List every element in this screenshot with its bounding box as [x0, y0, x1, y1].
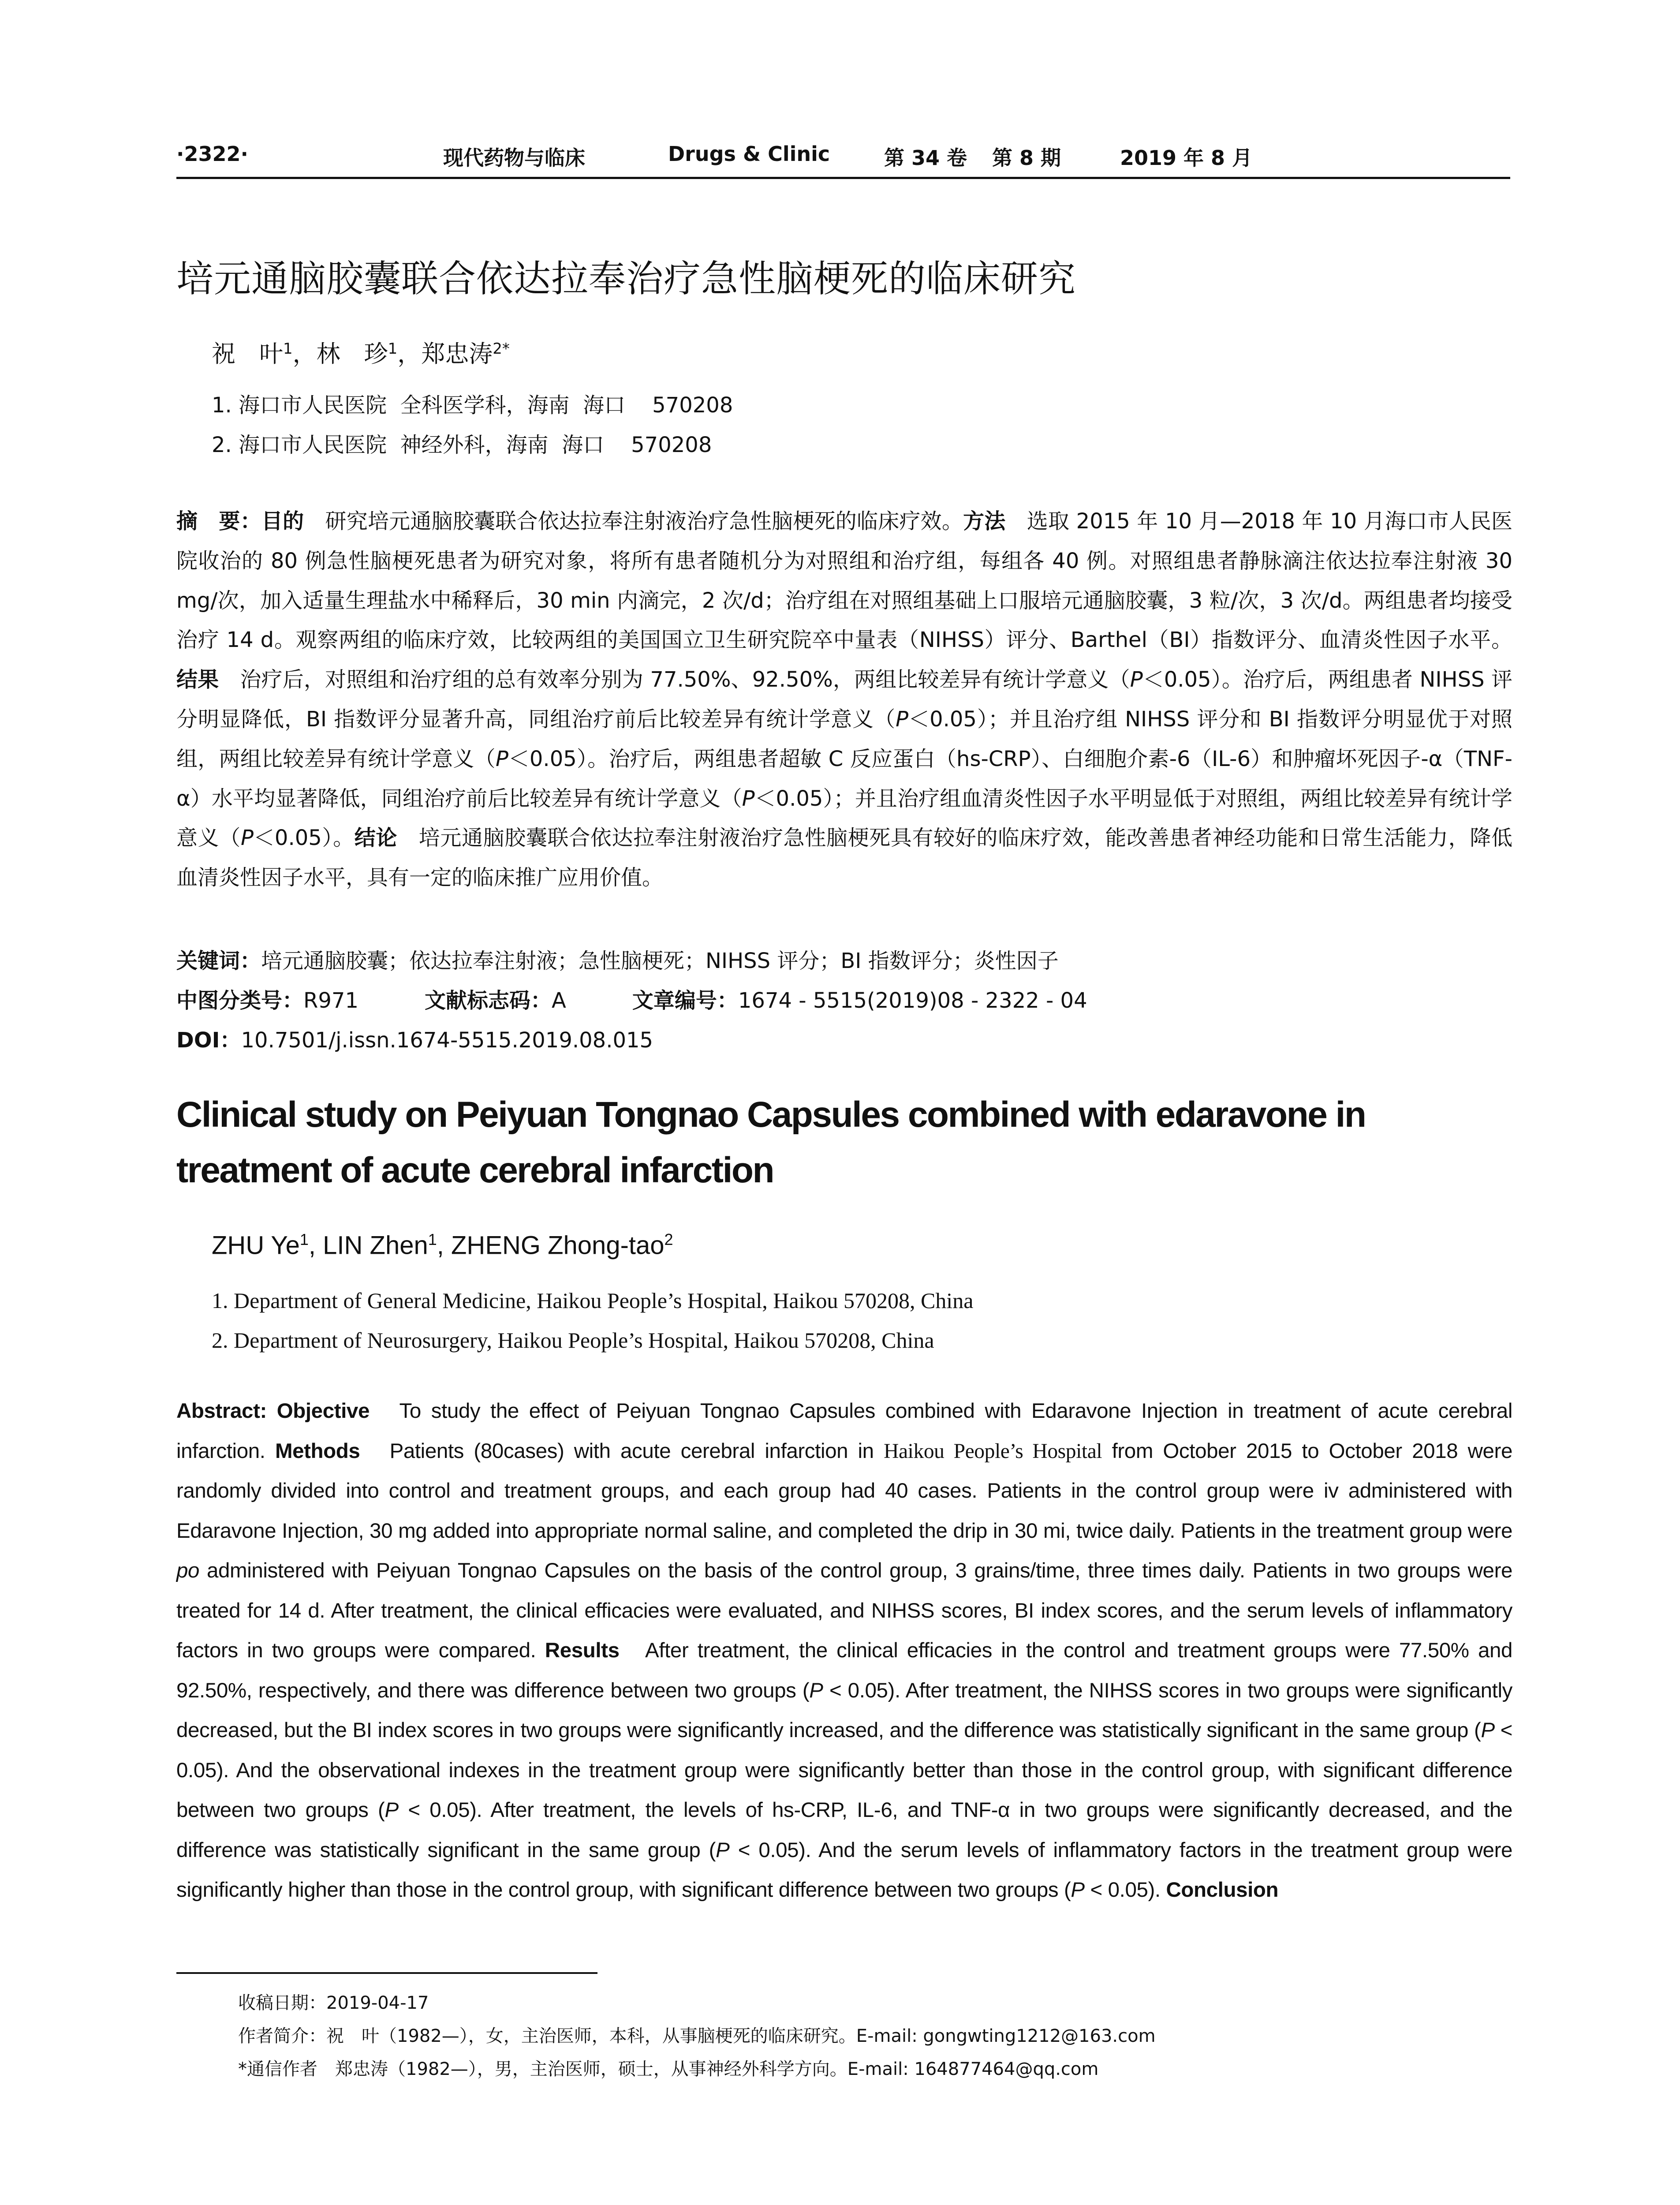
cn-results-text: ＜0.05）；并且治疗组 NIHSS 评分和 BI 指数评分明显优于对照组，两组比较差异有统计学意义（ — [176, 706, 1512, 771]
clc-label: 中图分类号： — [176, 988, 304, 1013]
doc-code-label: 文献标志码： — [424, 988, 552, 1013]
cn-abstract — [176, 502, 1512, 898]
journal-issue: 第 8 期 — [992, 146, 1061, 170]
p-value-symbol: P — [1130, 667, 1143, 692]
p-value-symbol: P — [809, 1678, 823, 1702]
en-author-affil-mark: 1 — [428, 1230, 437, 1248]
journal-name-cn: 现代药物与临床 — [443, 146, 585, 170]
footnote-rule — [176, 1972, 597, 1974]
en-methods-text: Patients (80cases) with acute cerebral infarction in — [360, 1439, 884, 1463]
en-affiliation: 1. Department of General Medicine, Haikou People’s Hospital, Haikou 570208, China — [212, 1288, 974, 1313]
doi-line — [176, 1023, 653, 1054]
header-rule — [176, 177, 1510, 179]
en-conclusion-label: Conclusion — [1166, 1878, 1279, 1902]
cn-classification-line — [176, 983, 1087, 1014]
doc-code-value: A — [552, 988, 566, 1013]
en-author-name: ZHU Ye — [212, 1231, 300, 1260]
cn-results-label: 结果 — [176, 667, 219, 692]
p-value-symbol: P — [716, 1838, 730, 1862]
cn-author-separator: ， — [397, 340, 422, 368]
cn-keywords — [176, 944, 1059, 974]
received-date: 收稿日期：2019-04-17 — [238, 1993, 429, 2013]
page-number: ·2322· — [176, 142, 248, 166]
cn-results-text: 治疗后，对照组和治疗组的总有效率分别为 77.50%、92.50%，两组比较差异有统计学意义（ — [219, 667, 1130, 692]
en-results-label: Results — [545, 1639, 620, 1662]
en-affiliation: 2. Department of Neurosurgery, Haikou People’s Hospital, Haikou 570208, China — [212, 1328, 934, 1353]
cn-objective-label: 目的 — [261, 509, 304, 534]
article-no-value: 1674 - 5515(2019)08 - 2322 - 04 — [738, 988, 1087, 1013]
cn-author-list — [212, 335, 510, 369]
cn-affiliation: 2. 海口市人民医院 神经外科，海南 海口 570208 — [212, 433, 712, 457]
en-objective-label: Objective — [276, 1399, 370, 1423]
en-article-title: Clinical study on Peiyuan Tongnao Capsules combined with edaravone in treatment of acute cerebral infarction — [176, 1095, 1366, 1190]
p-value-symbol: P — [896, 706, 909, 732]
cn-results-text: ＜0.05）；并且治疗组血清炎性因子水平明显低于对照组，两组比较差异有统计学意义（ — [176, 786, 1512, 851]
en-results-text: < 0.05). And the observational indexes in the treatment group were significantly better than those in the control group, with significant difference between two groups ( — [176, 1719, 1513, 1822]
cn-keywords-label: 关键词： — [176, 949, 261, 973]
cn-conclusion-label: 结论 — [354, 826, 398, 851]
cn-conclusion-text: 培元通脑胶囊联合依达拉奉注射液治疗急性脑梗死具有较好的临床疗效，能改善患者神经功能和日常生活能力，降低血清炎性因子水平，具有一定的临床推广应用价值。 — [176, 826, 1512, 890]
en-results-text: After treatment, the clinical efficacies in the control and treatment groups were 77.50% and 92.50%, respectively, and there was difference between two groups ( — [176, 1639, 1518, 1702]
en-methods-text: from October 2015 to October 2018 were randomly divided into control and treatment groups, and each group had 40 cases. Patients in the control group were iv administered with Edaravone Injection, 30 mg added into appropriate normal saline, and completed the drip in 30 mi, twice daily. Patients in the treatment group were — [176, 1439, 1512, 1543]
cn-affiliation: 1. 海口市人民医院 全科医学科，海南 海口 570208 — [212, 393, 733, 418]
en-author-name: ZHENG Zhong-tao — [451, 1231, 665, 1260]
en-results-text: < 0.05). And the serum levels of inflammatory factors in the treatment group were significantly higher than those in the control group, with significant difference between two groups ( — [176, 1838, 1513, 1902]
en-author-separator: , — [308, 1231, 323, 1260]
p-value-symbol: P — [495, 746, 508, 771]
doi-value: 10.7501/j.issn.1674-5515.2019.08.015 — [241, 1028, 653, 1053]
en-hospital-name: Haikou People’s Hospital — [884, 1439, 1102, 1463]
en-objective-text: To study the effect of Peiyuan Tongnao Capsules combined with Edaravone Injection in treatment of acute cerebral infarction. — [176, 1399, 1518, 1463]
journal-date: 2019 年 8 月 — [1120, 146, 1253, 170]
en-author-separator: , — [437, 1231, 451, 1260]
author-bio: 作者简介：祝 叶（1982—），女，主治医师，本科，从事脑梗死的临床研究。E-mail: gongwting1212@163.com — [238, 2026, 1156, 2046]
en-methods-label: Methods — [275, 1439, 360, 1463]
cn-objective-text: 研究培元通脑胶囊联合依达拉奉注射液治疗急性脑梗死的临床疗效。 — [304, 509, 963, 534]
journal-volume: 第 34 卷 — [884, 146, 967, 170]
cn-abstract-label: 摘 要： — [176, 509, 261, 534]
cn-methods-label: 方法 — [963, 509, 1006, 534]
p-value-symbol: P — [1481, 1719, 1495, 1742]
cn-author-affil-mark: 1 — [388, 340, 398, 358]
en-abstract — [176, 1391, 1518, 1910]
cn-author-separator: ， — [292, 340, 317, 368]
en-methods-text: administered with Peiyuan Tongnao Capsules on the basis of the control group, 3 grains/time, three times daily. Patients in two groups were treated for 14 d. After treatment, the clinical efficacies were evaluated, and NIHSS scores, BI index scores, and the serum levels of inflammatory factors in two groups were compared. — [176, 1559, 1512, 1662]
cn-article-title: 培元通脑胶囊联合依达拉奉治疗急性脑梗死的临床研究 — [176, 257, 1076, 300]
cn-author-name: 林 珍 — [316, 340, 388, 368]
cn-keywords-text: 培元通脑胶囊；依达拉奉注射液；急性脑梗死；NIHSS 评分；BI 指数评分；炎性因子 — [261, 949, 1059, 973]
journal-name-en: Drugs & Clinic — [668, 142, 830, 166]
cn-results-text: ＜0.05）。 — [253, 826, 355, 851]
cn-author-affil-mark: 2* — [493, 340, 510, 358]
doi-label: DOI： — [176, 1028, 241, 1053]
en-results-text: < 0.05). After treatment, the NIHSS scores in two groups were significantly decreased, but the BI index scores in two groups were significantly increased, and the difference was statistically significant in the same group ( — [176, 1678, 1512, 1742]
corresponding-author: *通信作者 郑忠涛（1982—），男，主治医师，硕士，从事神经外科学方向。E-mail: 164877464@qq.com — [238, 2059, 1099, 2079]
cn-author-affil-mark: 1 — [283, 340, 293, 358]
clc-value: R971 — [303, 988, 358, 1013]
en-route-po: po — [176, 1559, 200, 1582]
en-results-text: < 0.05). — [1084, 1878, 1166, 1902]
en-author-affil-mark: 2 — [664, 1230, 673, 1248]
p-value-symbol: P — [742, 786, 755, 811]
p-value-symbol: P — [385, 1798, 399, 1822]
en-abstract-label: Abstract: — [176, 1399, 277, 1423]
en-author-name: LIN Zhen — [323, 1231, 428, 1260]
cn-results-text: ＜0.05）。治疗后，两组患者超敏 C 反应蛋白（hs-CRP）、白细胞介素-6（IL-6）和肿瘤坏死因子-α（TNF-α）水平均显著降低，同组治疗前后比较差异有统计学意义（ — [176, 746, 1512, 811]
cn-author-name: 祝 叶 — [212, 340, 283, 368]
p-value-symbol: P — [1071, 1878, 1085, 1902]
en-results-text: < 0.05). After treatment, the levels of hs-CRP, IL-6, and TNF-α in two groups were significantly decreased, and the difference was statistically significant in the same group ( — [176, 1798, 1512, 1862]
en-author-list — [212, 1230, 673, 1260]
cn-results-text: ＜0.05）。治疗后，两组患者 NIHSS 评分明显降低，BI 指数评分显著升高，同组治疗前后比较差异有统计学意义（ — [176, 667, 1512, 732]
article-no-label: 文章编号： — [632, 988, 738, 1013]
p-value-symbol: P — [240, 826, 254, 851]
cn-author-name: 郑忠涛 — [421, 340, 493, 368]
en-author-affil-mark: 1 — [299, 1230, 309, 1248]
cn-methods-text: 选取 2015 年 10 月—2018 年 10 月海口市人民医院收治的 80 例急性脑梗死患者为研究对象，将所有患者随机分为对照组和治疗组，每组各 40 例。对照组患者静脉滴注依达拉奉注射液 30 mg/次，加入适量生理盐水中稀释后，30 min 内滴完，2 次/d；治疗组在对照组基础上口服培元通脑胶囊，3 粒/次，3 次/d。两组患者均接受治疗 14 d。观察两组的临床疗效，比较两组的美国国立卫生研究院卒中量表（NIHSS）评分、Barthel（BI）指数评分、血清炎性因子水平。 — [176, 509, 1512, 653]
